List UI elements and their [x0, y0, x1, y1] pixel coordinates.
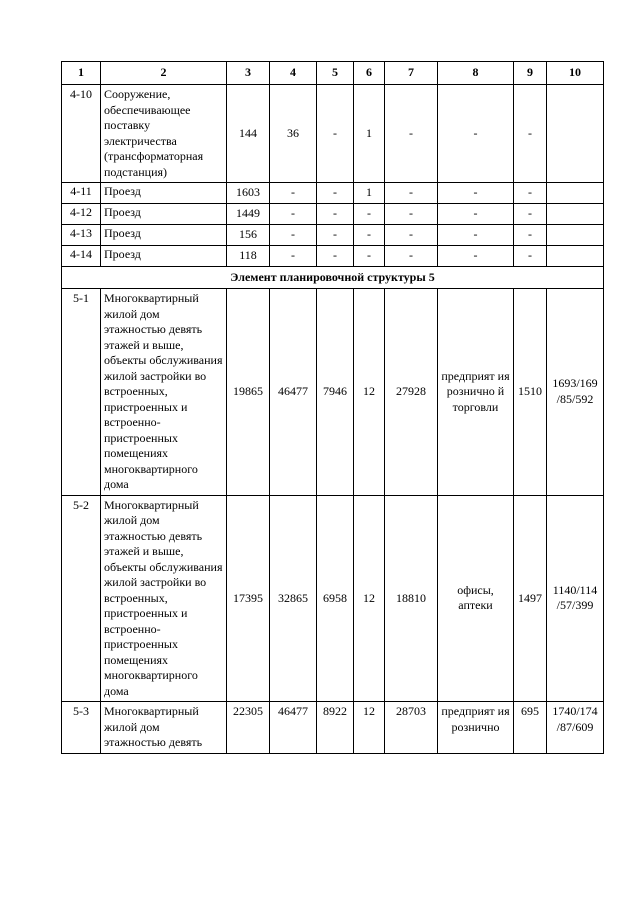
cell-10: 1140/114 /57/399: [547, 495, 604, 702]
header-cell: 3: [227, 62, 270, 85]
cell-6: 12: [354, 702, 385, 754]
cell-9: -: [514, 183, 547, 204]
cell-4: 36: [270, 85, 317, 183]
cell-7: -: [385, 183, 438, 204]
row-id: 4-13: [62, 225, 101, 246]
cell-9: -: [514, 246, 547, 267]
cell-8: -: [438, 246, 514, 267]
object-name: Сооружение, обеспечивающее поставку электричества (трансформаторная подстанция): [101, 85, 227, 183]
row-id: 5-2: [62, 495, 101, 702]
header-cell: 4: [270, 62, 317, 85]
cell-5: -: [317, 204, 354, 225]
header-cell: 1: [62, 62, 101, 85]
cell-10: [547, 225, 604, 246]
cell-4: -: [270, 183, 317, 204]
row-id: 4-12: [62, 204, 101, 225]
table-row: [62, 289, 604, 496]
header-cell: 9: [514, 62, 547, 85]
cell-9: -: [514, 225, 547, 246]
cell-3: 17395: [227, 495, 270, 702]
cell-5: -: [317, 85, 354, 183]
cell-6: 1: [354, 85, 385, 183]
data-table: [61, 61, 604, 754]
table-row: [62, 495, 604, 702]
cell-6: 1: [354, 183, 385, 204]
row-id: 4-11: [62, 183, 101, 204]
cell-8: -: [438, 225, 514, 246]
header-cell: 5: [317, 62, 354, 85]
header-cell: 6: [354, 62, 385, 85]
cell-7: -: [385, 85, 438, 183]
table-row: [62, 183, 604, 204]
object-name: Многоквартирный жилой дом этажностью девять этажей и выше, объекты обслуживания жилой застройки во встроенных, пристроенных и встроенно-пристроенных помещениях многоквартирного дома: [101, 495, 227, 702]
cell-10: [547, 183, 604, 204]
cell-5: 8922: [317, 702, 354, 754]
cell-10: 1693/169 /85/592: [547, 289, 604, 496]
cell-9: 1510: [514, 289, 547, 496]
cell-4: 32865: [270, 495, 317, 702]
header-cell: 7: [385, 62, 438, 85]
cell-3: 118: [227, 246, 270, 267]
cell-6: 12: [354, 289, 385, 496]
row-id: 5-1: [62, 289, 101, 496]
cell-5: 7946: [317, 289, 354, 496]
cell-3: 22305: [227, 702, 270, 754]
table-row: [62, 225, 604, 246]
cell-7: 18810: [385, 495, 438, 702]
cell-7: 27928: [385, 289, 438, 496]
cell-5: -: [317, 183, 354, 204]
cell-10: [547, 246, 604, 267]
cell-9: -: [514, 85, 547, 183]
cell-7: 28703: [385, 702, 438, 754]
cell-8: -: [438, 183, 514, 204]
row-id: 4-10: [62, 85, 101, 183]
cell-8: -: [438, 204, 514, 225]
object-name: Многоквартирный жилой дом этажностью девять этажей и выше, объекты обслуживания жилой застройки во встроенных, пристроенных и встроенно-пристроенных помещениях многоквартирного дома: [101, 289, 227, 496]
table-row: [62, 246, 604, 267]
object-name: Проезд: [101, 183, 227, 204]
cell-9: 1497: [514, 495, 547, 702]
row-id: 4-14: [62, 246, 101, 267]
cell-4: 46477: [270, 289, 317, 496]
cell-5: -: [317, 225, 354, 246]
cell-4: -: [270, 225, 317, 246]
cell-4: -: [270, 246, 317, 267]
object-name: Многоквартирный жилой дом этажностью девять: [101, 702, 227, 754]
cell-3: 1449: [227, 204, 270, 225]
header-cell: 8: [438, 62, 514, 85]
row-id: 5-3: [62, 702, 101, 754]
table-header: [62, 62, 604, 85]
section-row: [62, 267, 604, 289]
table-row: [62, 702, 604, 754]
cell-6: 12: [354, 495, 385, 702]
cell-7: -: [385, 246, 438, 267]
cell-8: -: [438, 85, 514, 183]
object-name: Проезд: [101, 246, 227, 267]
cell-6: -: [354, 225, 385, 246]
cell-8: предприят ия рознично й торговли: [438, 289, 514, 496]
object-name: Проезд: [101, 225, 227, 246]
cell-3: 19865: [227, 289, 270, 496]
cell-3: 156: [227, 225, 270, 246]
cell-4: -: [270, 204, 317, 225]
cell-7: -: [385, 225, 438, 246]
cell-10: [547, 85, 604, 183]
cell-3: 144: [227, 85, 270, 183]
table-row: [62, 85, 604, 183]
cell-6: -: [354, 246, 385, 267]
cell-8: офисы, аптеки: [438, 495, 514, 702]
section-title: Элемент планировочной структуры 5: [62, 267, 604, 289]
table-row: [62, 204, 604, 225]
cell-10: [547, 204, 604, 225]
cell-10: 1740/174 /87/609: [547, 702, 604, 754]
cell-5: 6958: [317, 495, 354, 702]
cell-8: предприят ия рознично: [438, 702, 514, 754]
cell-7: -: [385, 204, 438, 225]
cell-3: 1603: [227, 183, 270, 204]
cell-9: 695: [514, 702, 547, 754]
cell-5: -: [317, 246, 354, 267]
cell-6: -: [354, 204, 385, 225]
header-cell: 2: [101, 62, 227, 85]
header-cell: 10: [547, 62, 604, 85]
object-name: Проезд: [101, 204, 227, 225]
cell-4: 46477: [270, 702, 317, 754]
cell-9: -: [514, 204, 547, 225]
